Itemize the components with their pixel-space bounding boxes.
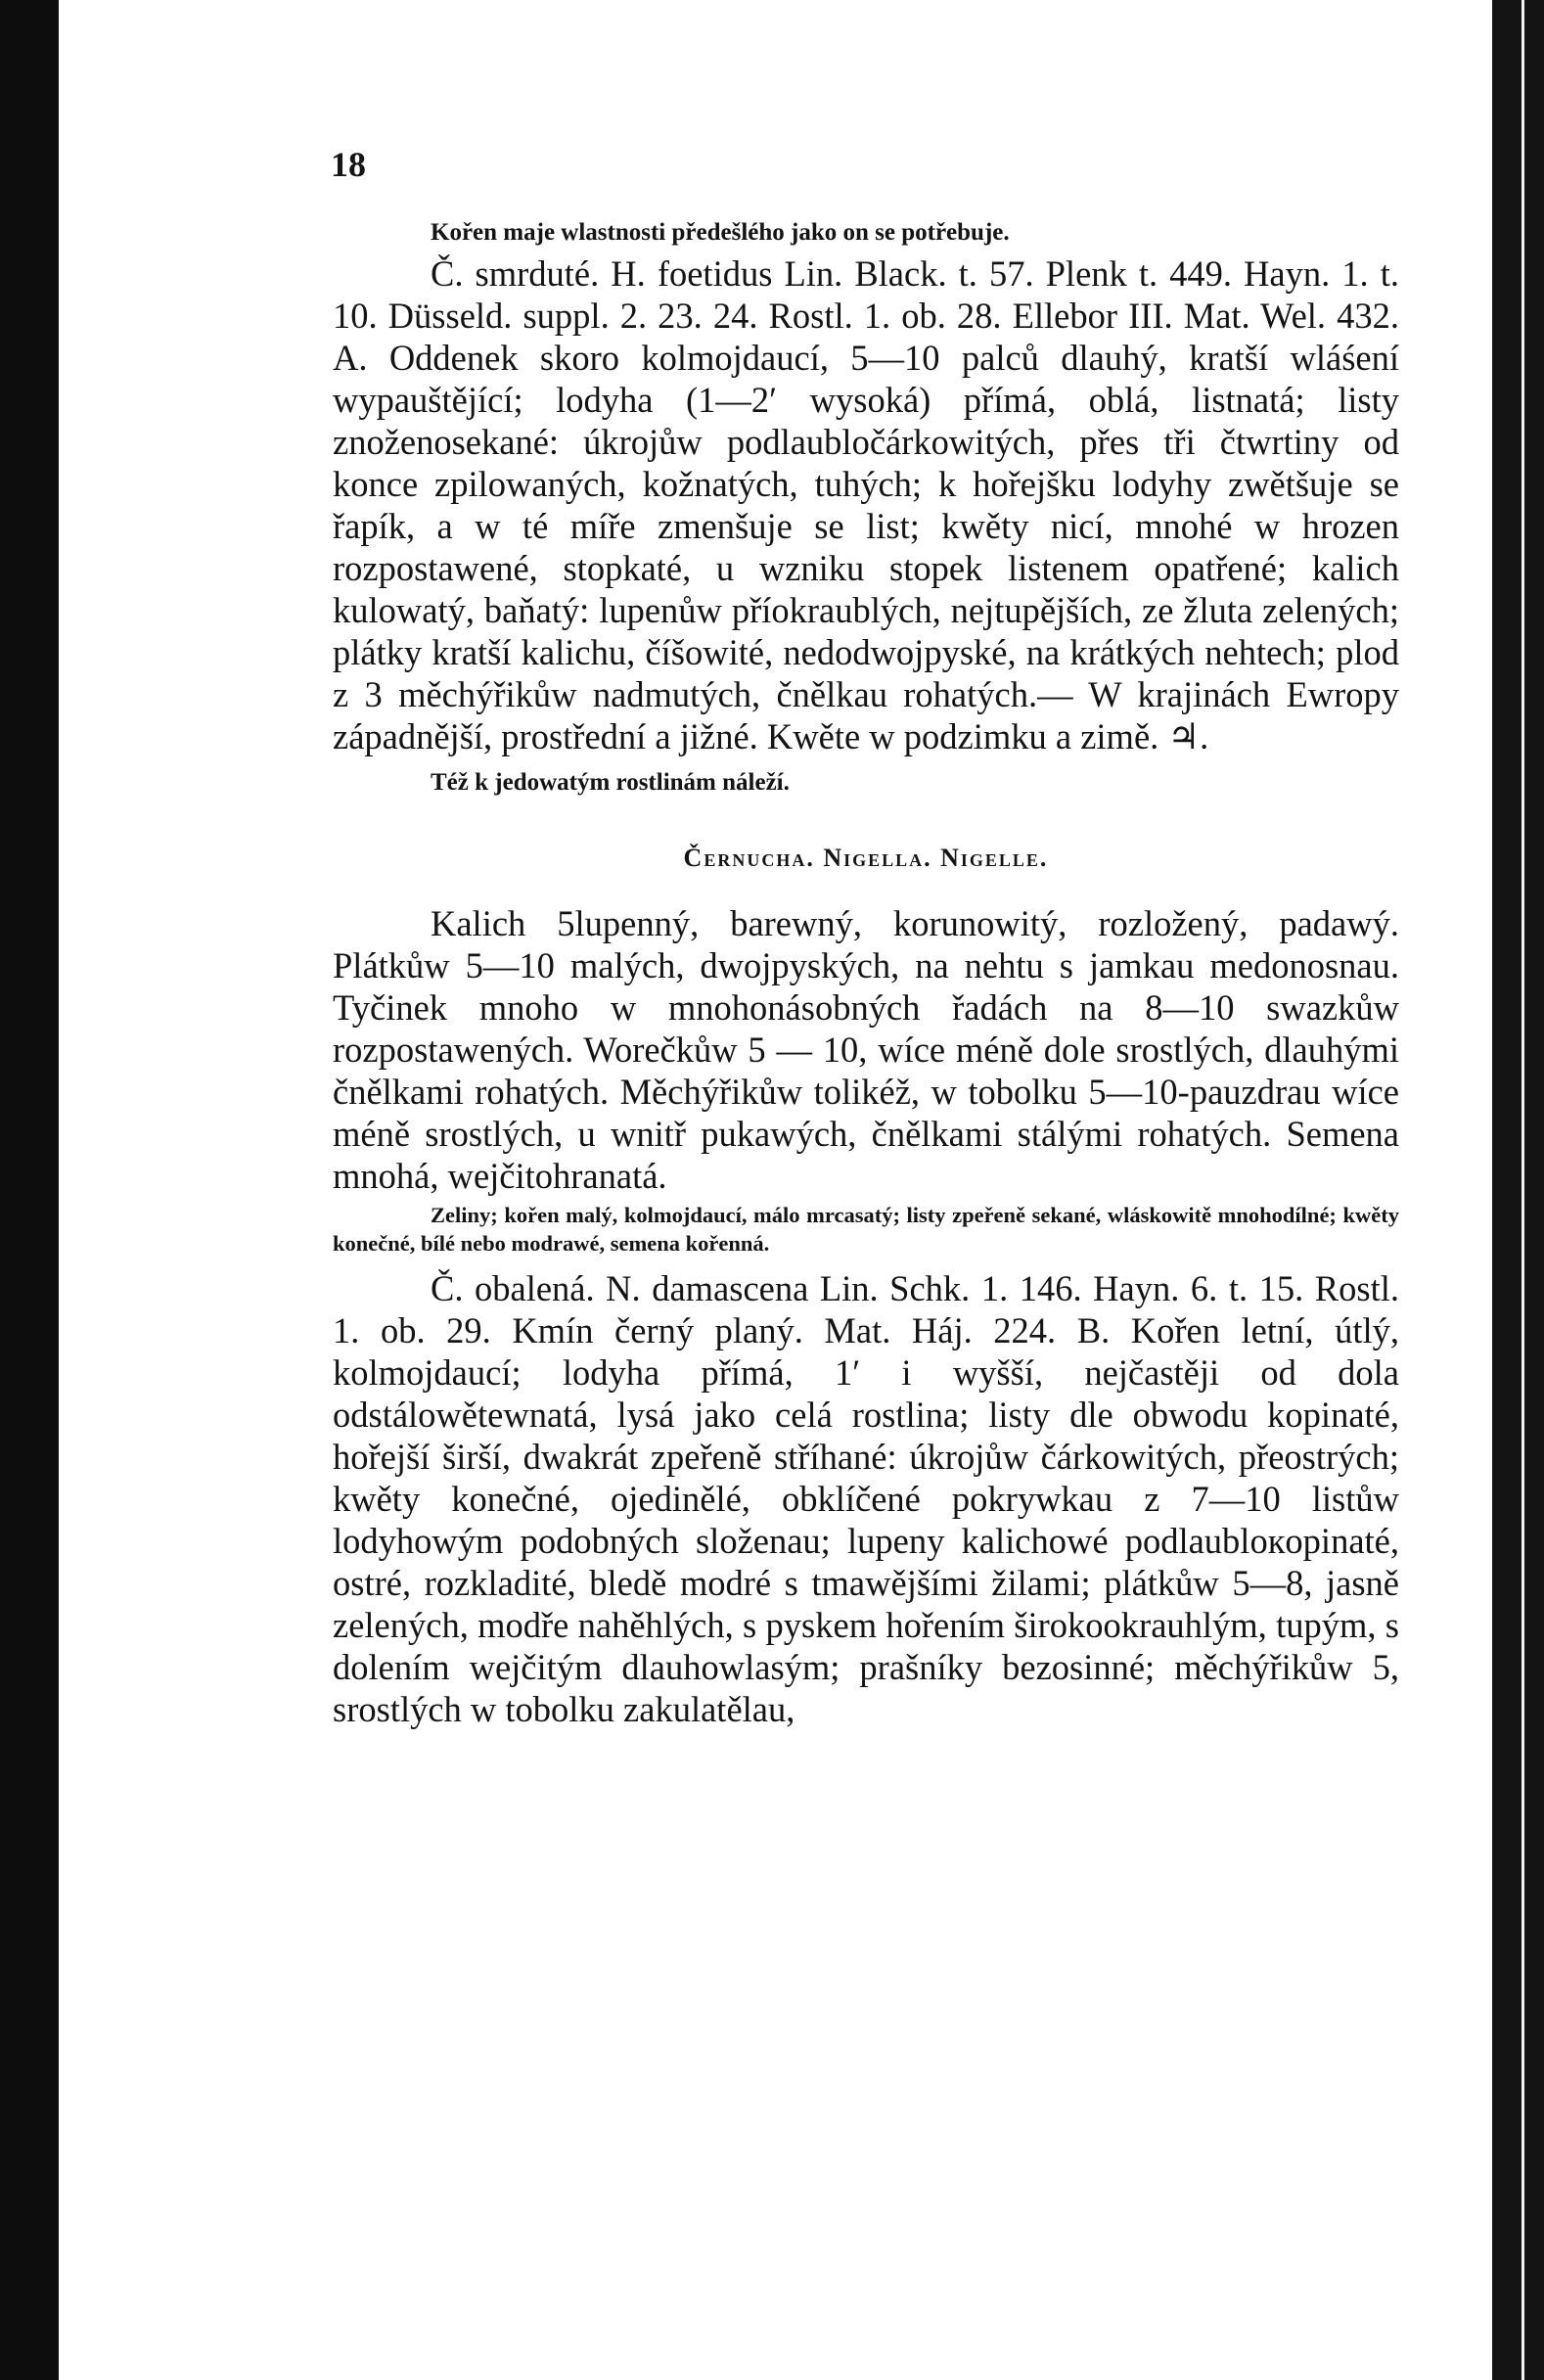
paragraph-genus-note: Zeliny; kořen malý, kolmojdaucí, málo mrcasatý; listy zpeřeně sekané, wláskowitě mnohodílné; kwěty konečné, bílé nebo modrawé, semena kořenná. — [333, 1203, 1399, 1256]
paragraph-poison-note: Též k jedowatým rostlinám náleží. — [431, 769, 790, 796]
paragraph-root-note: Kořen maje wlastnosti předešlého jako on se potřebuje. — [431, 219, 1010, 246]
scan-edge-line — [1521, 0, 1524, 2380]
page-text — [333, 147, 1399, 1730]
page-number: 18 — [331, 145, 366, 184]
scan-border — [1492, 0, 1544, 2380]
paragraph-species-damascena: Č. obalená. N. damascena Lin. Schk. 1. 146. Hayn. 6. t. 15. Rostl. 1. ob. 29. Kmín černý planý. Mat. Háj. 224. B. Kořen letní, útlý, kolmojdaucí; lodyha přímá, 1′ i wyšší, nejčastěji od dola odstálowětewnatá, lysá jako celá rostlina; listy dle obwodu kopinaté, hořejší širší, dwakrát zpeřeně stříhané: úkrojůw čárkowitých, přeostrých; kwěty konečné, ojedinělé, obklíčené pokrywkau z 7—10 listůw lodyhowým podobných složenau; lupeny kalichowé podlaubloкopinaté, ostré, rozkladité, bledě modré s tmawějšími žilami; plátkůw 5—8, jasně zelených, modře nahěhlých, s pyskem hořením širokookrauhlým, tupým, s dolením wejčitým dlauhowlasým; prašníky bezosinné; měchýřikůw 5, srostlých w tobolku zakulatělau, — [333, 1268, 1399, 1729]
paragraph-species-foetidus: Č. smrduté. H. foetidus Lin. Black. t. 57. Plenk t. 449. Hayn. 1. t. 10. Düsseld. suppl. 2. 23. 24. Rostl. 1. ob. 28. Ellebor III. Mat. Wel. 432. A. Oddenek skoro kolmojdaucí, 5—10 palců dlauhý, kratší wláśení wypauštějící; lodyha (1—2′ wysoká) přímá, oblá, listnatá; listy znoženosekané: úkrojůw podlaubločárkowitých, přes tři čtwrtiny od konce zpilowaných, kožnatých, tuhých; k hořejšku lodyhy zwětšuje se řapík, a w té míře zmenšuje se list; kwěty nicí, mnohé w hrozen rozpostawené, stopkaté, u wzniku stopek listenem opatřené; kalich kulowatý, baňatý: lupenůw příokraublých, nejtupějších, ze žluta zelených; plátky kratší kalichu, číšowité, nedodwojpyské, na krátkých nehtech; plod z 3 měchýřikůw nadmutých, čnělkau rohatých.— W krajinách Ewropy západnější, prostřední a jižné. Kwěte w podzimku a zimě. ♃. — [333, 253, 1399, 756]
genus-heading: Černucha. Nigella. Nigelle. — [683, 844, 1049, 872]
paragraph-genus-description: Kalich 5lupenný, barewný, korunowitý, rozložený, padawý. Plátkůw 5—10 malých, dwojpyských, na nehtu s jamkau medonosnau. Tyčinek mnoho w mnohonásobných řadách na 8—10 swazkůw rozpostawených. Worečkůw 5 — 10, wíce méně dole srostlých, dlauhými čnělkami rohatých. Měchýřikůw tolikéž, w tobolku 5—10-pauzdrau wíce méně srostlých, u wnitř pukawých, čnělkami stálými rohatých. Semena mnohá, wejčitohranatá. — [333, 903, 1399, 1196]
